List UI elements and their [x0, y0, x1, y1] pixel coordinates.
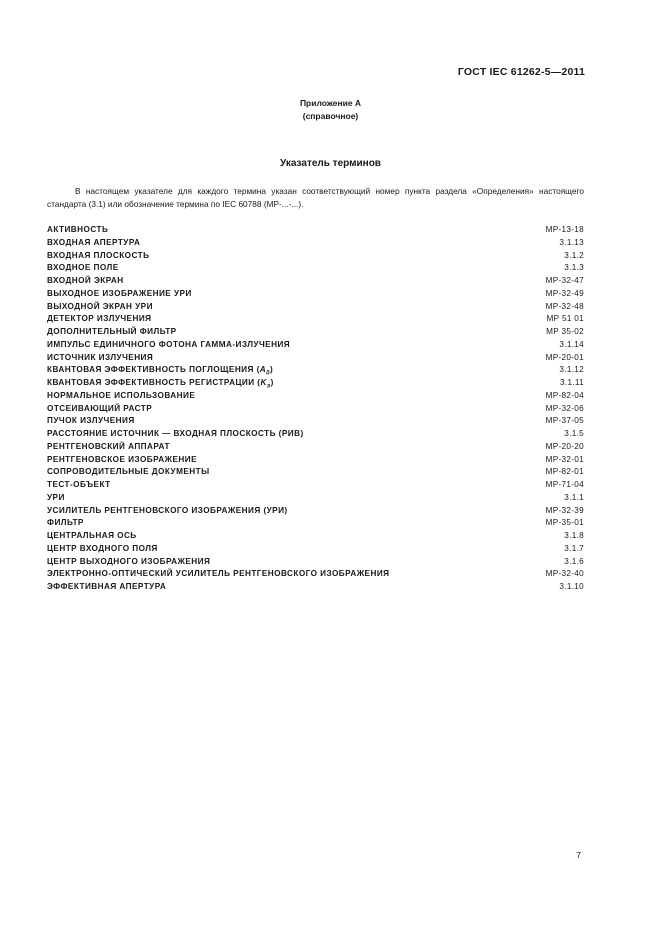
- term-row: [47, 466, 584, 479]
- term-name-text: КВАНТОВАЯ ЭФФЕКТИВНОСТЬ РЕГИСТРАЦИИ (: [47, 378, 261, 387]
- term-name-text: ВХОДНАЯ ПЛОСКОСТЬ: [47, 250, 150, 260]
- term-name-text: УСИЛИТЕЛЬ РЕНТГЕНОВСКОГО ИЗОБРАЖЕНИЯ (УРИ): [47, 505, 288, 515]
- term-reference: 3.1.14: [559, 339, 584, 349]
- term-name-text: ЭФФЕКТИВНАЯ АПЕРТУРА: [47, 582, 167, 591]
- term-row: [47, 288, 584, 301]
- term-name: [47, 352, 153, 365]
- term-name: [47, 466, 210, 479]
- term-name-text: РАССТОЯНИЕ ИСТОЧНИК — ВХОДНАЯ ПЛОСКОСТЬ (РИВ): [47, 429, 304, 438]
- term-name: [47, 403, 152, 416]
- standard-header: ГОСТ IEC 61262-5—2011: [457, 66, 585, 78]
- term-name-text: ВЫХОДНОЕ ИЗОБРАЖЕНИЕ УРИ: [47, 288, 192, 298]
- term-symbol: A: [259, 365, 267, 375]
- term-name: [47, 224, 108, 237]
- term-reference: МР-82-01: [545, 467, 584, 477]
- term-name-text: ФИЛЬТР: [47, 518, 84, 528]
- term-name-text: ИСТОЧНИК ИЗЛУЧЕНИЯ: [47, 352, 154, 362]
- term-name-text: АКТИВНОСТЬ: [47, 225, 109, 234]
- term-reference: 3.1.7: [564, 543, 584, 553]
- term-reference: МР-37-05: [545, 416, 584, 426]
- term-name-text: ОТСЕИВАЮЩИЙ РАСТР: [47, 403, 153, 413]
- term-name: [47, 237, 140, 250]
- term-name: [47, 390, 195, 403]
- index-intro-text: В настоящем указателе для каждого термина указан соответствующий номер пункта раздела «Определения» настоящего стандарта (3.1) или обозначение термина по IEC 60788 (МР-...-...).: [47, 186, 584, 209]
- term-row: [47, 403, 584, 416]
- term-name: [47, 262, 119, 275]
- term-row: [47, 415, 584, 428]
- term-reference: 3.1.11: [560, 378, 584, 387]
- term-row: [47, 377, 584, 390]
- term-reference: МР-20-20: [545, 441, 584, 451]
- term-row: [47, 313, 584, 326]
- appendix-subtitle: (справочное): [302, 111, 359, 121]
- term-row: [47, 275, 584, 288]
- term-row: [47, 250, 584, 263]
- term-name-text: ВХОДНОЙ ЭКРАН: [47, 276, 124, 285]
- term-reference: МР-20-01: [545, 352, 584, 362]
- term-reference: 3.1.2: [564, 250, 584, 260]
- term-name-text: ЦЕНТР ВЫХОДНОГО ИЗОБРАЖЕНИЯ: [47, 556, 211, 566]
- term-row: [47, 556, 584, 569]
- term-symbol-subscript: э: [266, 383, 271, 390]
- term-name-text: СОПРОВОДИТЕЛЬНЫЕ ДОКУМЕНТЫ: [47, 467, 210, 477]
- term-reference: МР-32-01: [545, 454, 584, 464]
- term-row: [47, 224, 584, 237]
- term-reference: 3.1.13: [559, 237, 584, 247]
- term-row: [47, 543, 584, 556]
- term-row: [47, 441, 584, 454]
- term-name-text: РЕНТГЕНОВСКИЙ АППАРАТ: [47, 441, 170, 451]
- term-name-text: ЦЕНТР ВХОДНОГО ПОЛЯ: [47, 543, 158, 553]
- term-reference: 3.1.10: [559, 582, 584, 591]
- term-row: [47, 352, 584, 365]
- term-name-text: ПУЧОК ИЗЛУЧЕНИЯ: [47, 416, 135, 426]
- term-reference: 3.1.1: [564, 492, 584, 502]
- term-reference: МР-32-49: [545, 288, 584, 298]
- term-reference: МР 35-02: [546, 327, 584, 336]
- term-name: [47, 415, 135, 428]
- term-row: [47, 505, 584, 518]
- term-reference: МР-32-39: [545, 505, 584, 515]
- term-row: [47, 454, 584, 467]
- term-name-suffix: ): [270, 378, 274, 387]
- term-reference: МР-71-04: [545, 480, 584, 489]
- term-name: [47, 568, 390, 581]
- term-reference: 3.1.5: [564, 429, 584, 438]
- appendix-title: Приложение А: [299, 98, 362, 108]
- term-name: [47, 543, 158, 556]
- term-row: [47, 581, 584, 594]
- term-name: [47, 313, 152, 326]
- term-row: [47, 530, 584, 543]
- page-number: 7: [576, 850, 581, 860]
- term-row: [47, 262, 584, 275]
- term-reference: МР-32-48: [545, 301, 584, 311]
- term-row: [47, 568, 584, 581]
- term-name: [47, 326, 177, 339]
- term-name: [47, 288, 192, 301]
- term-name-text: НОРМАЛЬНОЕ ИСПОЛЬЗОВАНИЕ: [47, 390, 196, 400]
- term-symbol: K: [260, 378, 267, 387]
- term-name-text: РЕНТГЕНОВСКОЕ ИЗОБРАЖЕНИЕ: [47, 454, 198, 464]
- term-name-suffix: ): [269, 365, 274, 375]
- term-name-text: ИМПУЛЬС ЕДИНИЧНОГО ФОТОНА ГАММА-ИЗЛУЧЕНИЯ: [47, 339, 291, 349]
- term-reference: МР-32-47: [545, 276, 584, 285]
- term-reference: МР-82-04: [545, 390, 584, 400]
- term-name: [47, 505, 288, 518]
- term-reference: МР-32-06: [545, 403, 584, 413]
- term-row: [47, 326, 584, 339]
- term-name: [47, 339, 290, 352]
- term-name: [47, 441, 170, 454]
- term-name-text: УРИ: [47, 492, 65, 502]
- term-name-text: ДОПОЛНИТЕЛЬНЫЙ ФИЛЬТР: [47, 327, 177, 336]
- terms-list: [47, 224, 584, 594]
- term-name-text: ВХОДНОЕ ПОЛЕ: [47, 263, 119, 273]
- term-row: [47, 339, 584, 352]
- term-name-text: ВХОДНАЯ АПЕРТУРА: [47, 237, 141, 247]
- term-symbol-subscript: 0: [266, 370, 270, 377]
- term-reference: 3.1.8: [564, 531, 584, 540]
- term-name-text: ЦЕНТРАЛЬНАЯ ОСЬ: [47, 531, 137, 540]
- term-name: [47, 479, 111, 492]
- term-reference: МР-13-18: [545, 225, 584, 234]
- term-name-text: ЭЛЕКТРОННО-ОПТИЧЕСКИЙ УСИЛИТЕЛЬ РЕНТГЕНОВСКОГО ИЗОБРАЖЕНИЯ: [47, 569, 390, 579]
- term-name-text: КВАНТОВАЯ ЭФФЕКТИВНОСТЬ ПОГЛОЩЕНИЯ (: [47, 365, 260, 375]
- term-row: [47, 479, 584, 492]
- term-name-text: ДЕТЕКТОР ИЗЛУЧЕНИЯ: [47, 314, 152, 324]
- term-reference: 3.1.3: [564, 263, 584, 273]
- index-title: Указатель терминов: [280, 158, 381, 169]
- term-name: [47, 581, 166, 594]
- term-name: [47, 301, 153, 314]
- term-row: [47, 390, 584, 403]
- term-reference: 3.1.12: [559, 365, 584, 375]
- term-name: [47, 517, 84, 530]
- term-row: [47, 428, 584, 441]
- term-reference: МР-32-40: [545, 569, 584, 579]
- term-name-text: ВЫХОДНОЙ ЭКРАН УРИ: [47, 301, 153, 311]
- appendix-heading: [0, 97, 661, 123]
- term-reference: 3.1.6: [564, 556, 584, 566]
- term-row: [47, 364, 584, 377]
- term-reference: МР 51 01: [546, 314, 584, 324]
- term-row: [47, 237, 584, 250]
- term-reference: МР-35-01: [545, 518, 584, 528]
- term-name: [47, 530, 137, 543]
- index-intro: [47, 185, 584, 211]
- term-name: [47, 275, 124, 288]
- term-row: [47, 517, 584, 530]
- term-row: [47, 301, 584, 314]
- term-name: [47, 556, 210, 569]
- term-name: [47, 428, 304, 441]
- term-name: [47, 250, 149, 263]
- term-name: [47, 492, 65, 505]
- term-name-text: ТЕСТ-ОБЪЕКТ: [47, 480, 111, 489]
- term-name: [47, 454, 197, 467]
- term-row: [47, 492, 584, 505]
